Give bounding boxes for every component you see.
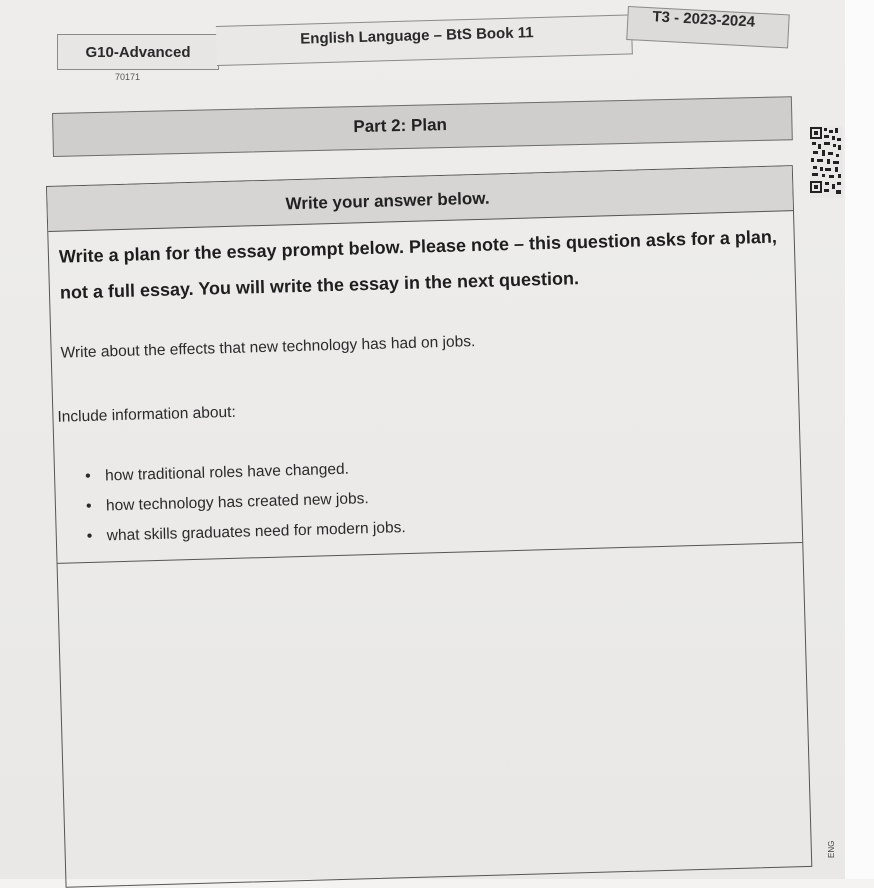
question-box: [46, 165, 812, 888]
answer-area[interactable]: [58, 543, 812, 884]
level-label: G10-Advanced: [57, 34, 219, 70]
part-title-bar: [52, 96, 793, 157]
list-item: • how technology has created new jobs.: [86, 483, 406, 522]
include-list: [85, 453, 406, 552]
side-label: ENG: [827, 840, 836, 858]
essay-prompt: Write about the effects that new technology has had on jobs.: [60, 333, 476, 362]
background-strip: [845, 0, 874, 879]
answer-heading: Write your answer below.: [285, 188, 490, 214]
subject-header-cell: [216, 14, 633, 66]
year-header-cell: [626, 6, 790, 48]
qr-code-icon: [810, 126, 843, 198]
part-title: Part 2: Plan: [353, 115, 448, 137]
subject-label: English Language – BtS Book 11: [300, 24, 534, 48]
year-label: T3 - 2023-2024: [652, 8, 756, 31]
exam-code: 70171: [115, 72, 141, 82]
list-item: • what skills graduates need for modern jobs.: [86, 513, 406, 552]
list-item: • how traditional roles have changed.: [85, 453, 405, 492]
include-label: Include information about:: [57, 403, 237, 426]
question-instruction: Write a plan for the essay prompt below. Please note – this question asks for a plan, not a full essay. You will write the essay in the next question.: [58, 226, 778, 303]
